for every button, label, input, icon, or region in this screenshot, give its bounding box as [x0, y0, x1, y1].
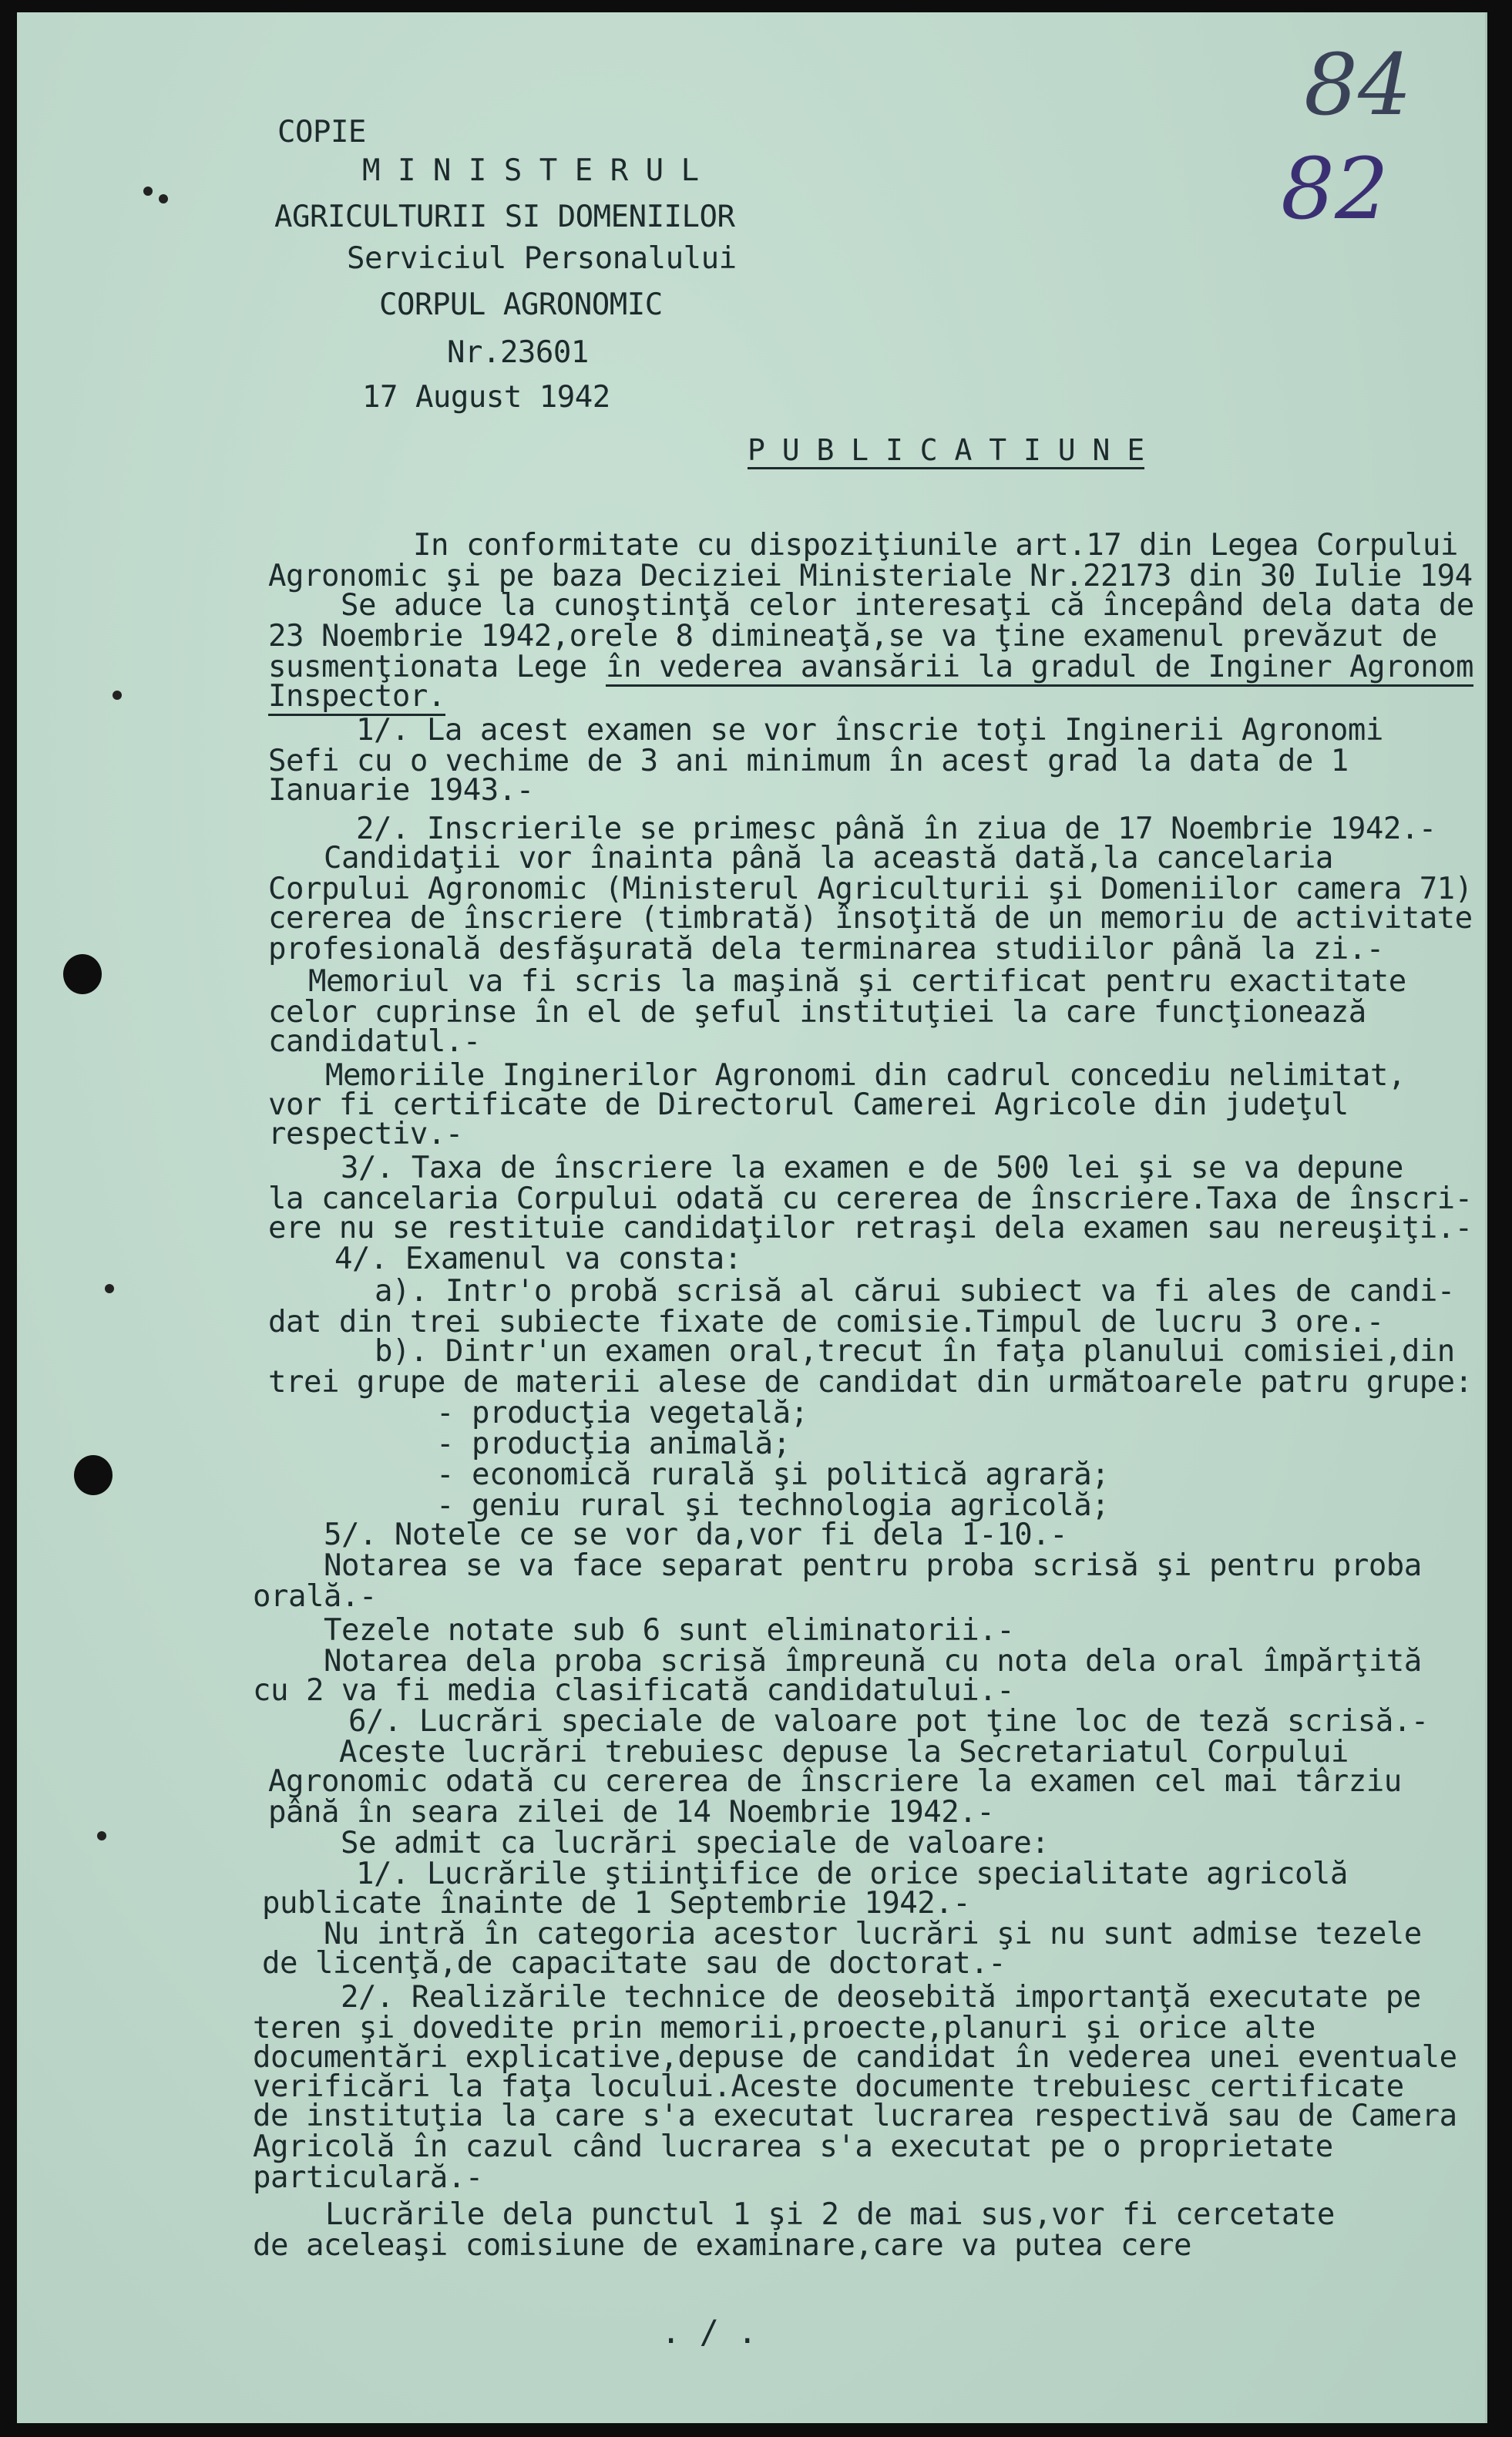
body-line: Notarea dela proba scrisă împreună cu nota dela oral împărţită — [324, 1644, 1422, 1679]
body-line: respectiv.- — [268, 1117, 463, 1151]
body-line: Tezele notate sub 6 sunt eliminatorii.- — [324, 1613, 1015, 1648]
body-line: Corpului Agronomic (Ministerul Agriculturii şi Domeniilor camera 71) — [268, 872, 1473, 906]
body-line: 2/. Inscrierile se primesc până în ziua de 17 Noembrie 1942.- — [356, 812, 1436, 846]
body-line: Notarea se va face separat pentru proba scrisă şi pentru proba — [324, 1548, 1422, 1583]
body-line: Aceste lucrări trebuiesc depuse la Secretariatul Corpului — [339, 1735, 1349, 1770]
body-line: - producţia vegetală; — [436, 1396, 808, 1430]
handwritten-number-top: 84 — [1304, 35, 1412, 134]
body-line-underlined: Inspector. — [268, 681, 445, 716]
body-line: ere nu se restituie candidaţilor retraşi dela examen sau nereuşiţi.- — [268, 1211, 1473, 1245]
body-line: Agronomic odată cu cererea de înscriere la examen cel mai târziu — [268, 1764, 1402, 1799]
body-line: cu 2 va fi media clasificată candidatului.- — [253, 1673, 1015, 1708]
body-line: 3/. Taxa de înscriere la examen e de 500 lei şi se va depune — [341, 1151, 1403, 1185]
body-line: - geniu rural şi technologia agricolă; — [436, 1488, 1110, 1523]
copy-label: COPIE — [277, 115, 366, 150]
corps-name: CORPUL AGRONOMIC — [379, 287, 663, 322]
body-line-underlined: în vederea avansării la gradul de Inginer Agronom — [606, 652, 1473, 687]
body-line: teren şi dovedite prin memorii,proecte,planuri şi orice alte — [253, 2011, 1315, 2045]
body-line: Lucrările dela punctul 1 şi 2 de mai sus,vor fi cercetate — [325, 2197, 1335, 2232]
body-line: susmenţionata Lege — [268, 650, 605, 684]
document-number: Nr.23601 — [447, 335, 589, 370]
body-line: 2/. Realizările technice de deosebită importanţă executate pe — [341, 1980, 1421, 2015]
document-date: 17 August 1942 — [362, 380, 610, 415]
body-line: 1/. Lucrările ştiinţifice de orice specialitate agricolă — [356, 1857, 1348, 1891]
body-line: de aceleaşi comisiune de examinare,care va putea cere — [253, 2228, 1191, 2263]
body-line: candidatul.- — [268, 1024, 481, 1059]
body-line: dat din trei subiecte fixate de comisie.Timpul de lucru 3 ore.- — [268, 1305, 1384, 1340]
body-line: 6/. Lucrări speciale de valoare pot ţine loc de teză scrisă.- — [348, 1704, 1429, 1739]
body-line: Memoriul va fi scris la maşină şi certificat pentru exactitate — [308, 964, 1406, 999]
body-line: Se aduce la cunoştinţă celor interesaţi că începând dela data de — [341, 588, 1474, 623]
body-line: Agricolă în cazul când lucrarea s'a executat pe o proprietate — [253, 2129, 1333, 2164]
page-continuation-mark: . / . — [661, 2313, 757, 2351]
margin-dot — [159, 194, 168, 203]
margin-dot — [105, 1284, 114, 1293]
ministry-line-2: AGRICULTURII SI DOMENIILOR — [274, 200, 735, 234]
body-line: orală.- — [253, 1579, 377, 1614]
service-name: Serviciul Personalului — [347, 241, 737, 276]
punch-hole-bottom — [74, 1455, 113, 1495]
body-line: Agronomic şi pe baza Deciziei Ministeriale Nr.22173 din 30 Iulie 194 — [268, 559, 1473, 593]
body-line: la cancelaria Corpului odată cu cererea de înscriere.Taxa de înscri- — [268, 1182, 1473, 1216]
body-line: a). Intr'o probă scrisă al cărui subiect va fi ales de candi- — [375, 1274, 1455, 1309]
body-line: 4/. Examenul va consta: — [334, 1242, 742, 1276]
body-line: de licenţă,de capacitate sau de doctorat.- — [262, 1946, 1006, 1981]
body-line: - economică rurală şi politică agrară; — [436, 1457, 1110, 1492]
body-line: Nu intră în categoria acestor lucrări şi nu sunt admise tezele — [324, 1917, 1422, 1951]
document-page — [17, 12, 1487, 2423]
body-line: profesională desfăşurată dela terminarea studiilor până la zi.- — [268, 932, 1384, 966]
body-line: particulară.- — [253, 2160, 483, 2195]
margin-dot — [113, 691, 122, 700]
body-line: celor cuprinse în el de şeful instituţiei la care funcţionează — [268, 995, 1366, 1030]
body-line: documentări explicative,depuse de candidat în vederea unei eventuale — [253, 2040, 1457, 2075]
body-line: Candidaţii vor înainta până la această dată,la cancelaria — [324, 841, 1333, 876]
body-line: Memoriile Inginerilor Agronomi din cadrul concediu nelimitat, — [325, 1058, 1406, 1093]
body-line: Ianuarie 1943.- — [268, 773, 534, 808]
body-line: verificări la faţa locului.Aceste documente trebuiesc certificate — [253, 2069, 1404, 2104]
body-line: - producţia animală; — [436, 1427, 791, 1461]
body-line: de instituţia la care s'a executat lucrarea respectivă sau de Camera — [253, 2099, 1457, 2133]
body-line: 1/. La acest examen se vor înscrie toţi Inginerii Agronomi — [356, 713, 1383, 748]
margin-dot — [97, 1831, 106, 1840]
margin-dot — [143, 187, 153, 196]
body-line: In conformitate cu dispoziţiunile art.17 din Legea Corpului — [413, 528, 1458, 563]
body-line: 23 Noembrie 1942,orele 8 dimineaţă,se va ţine examenul prevăzut de — [268, 619, 1437, 654]
punch-hole-top — [63, 954, 102, 994]
handwritten-number-bottom: 82 — [1281, 139, 1389, 238]
body-line: b). Dintr'un examen oral,trecut în faţa planului comisiei,din — [375, 1334, 1455, 1369]
body-line: până în seara zilei de 14 Noembrie 1942.- — [268, 1795, 995, 1830]
body-line: Se admit ca lucrări speciale de valoare: — [341, 1826, 1050, 1861]
document-title: P U B L I C A T I U N E — [748, 435, 1144, 469]
body-line: 5/. Notele ce se vor da,vor fi dela 1-10.- — [324, 1518, 1068, 1552]
body-line: Sefi cu o vechime de 3 ani minimum în acest grad la data de 1 — [268, 744, 1349, 778]
body-line: cererea de înscriere (timbrată) însoţită de un memoriu de activitate — [268, 901, 1473, 936]
body-line: trei grupe de materii alese de candidat din următoarele patru grupe: — [268, 1365, 1473, 1400]
body-line: publicate înainte de 1 Septembrie 1942.- — [262, 1886, 971, 1921]
ministry-line-1: M I N I S T E R U L — [362, 153, 699, 188]
body-line: vor fi certificate de Directorul Camerei Agricole din judeţul — [268, 1087, 1349, 1122]
